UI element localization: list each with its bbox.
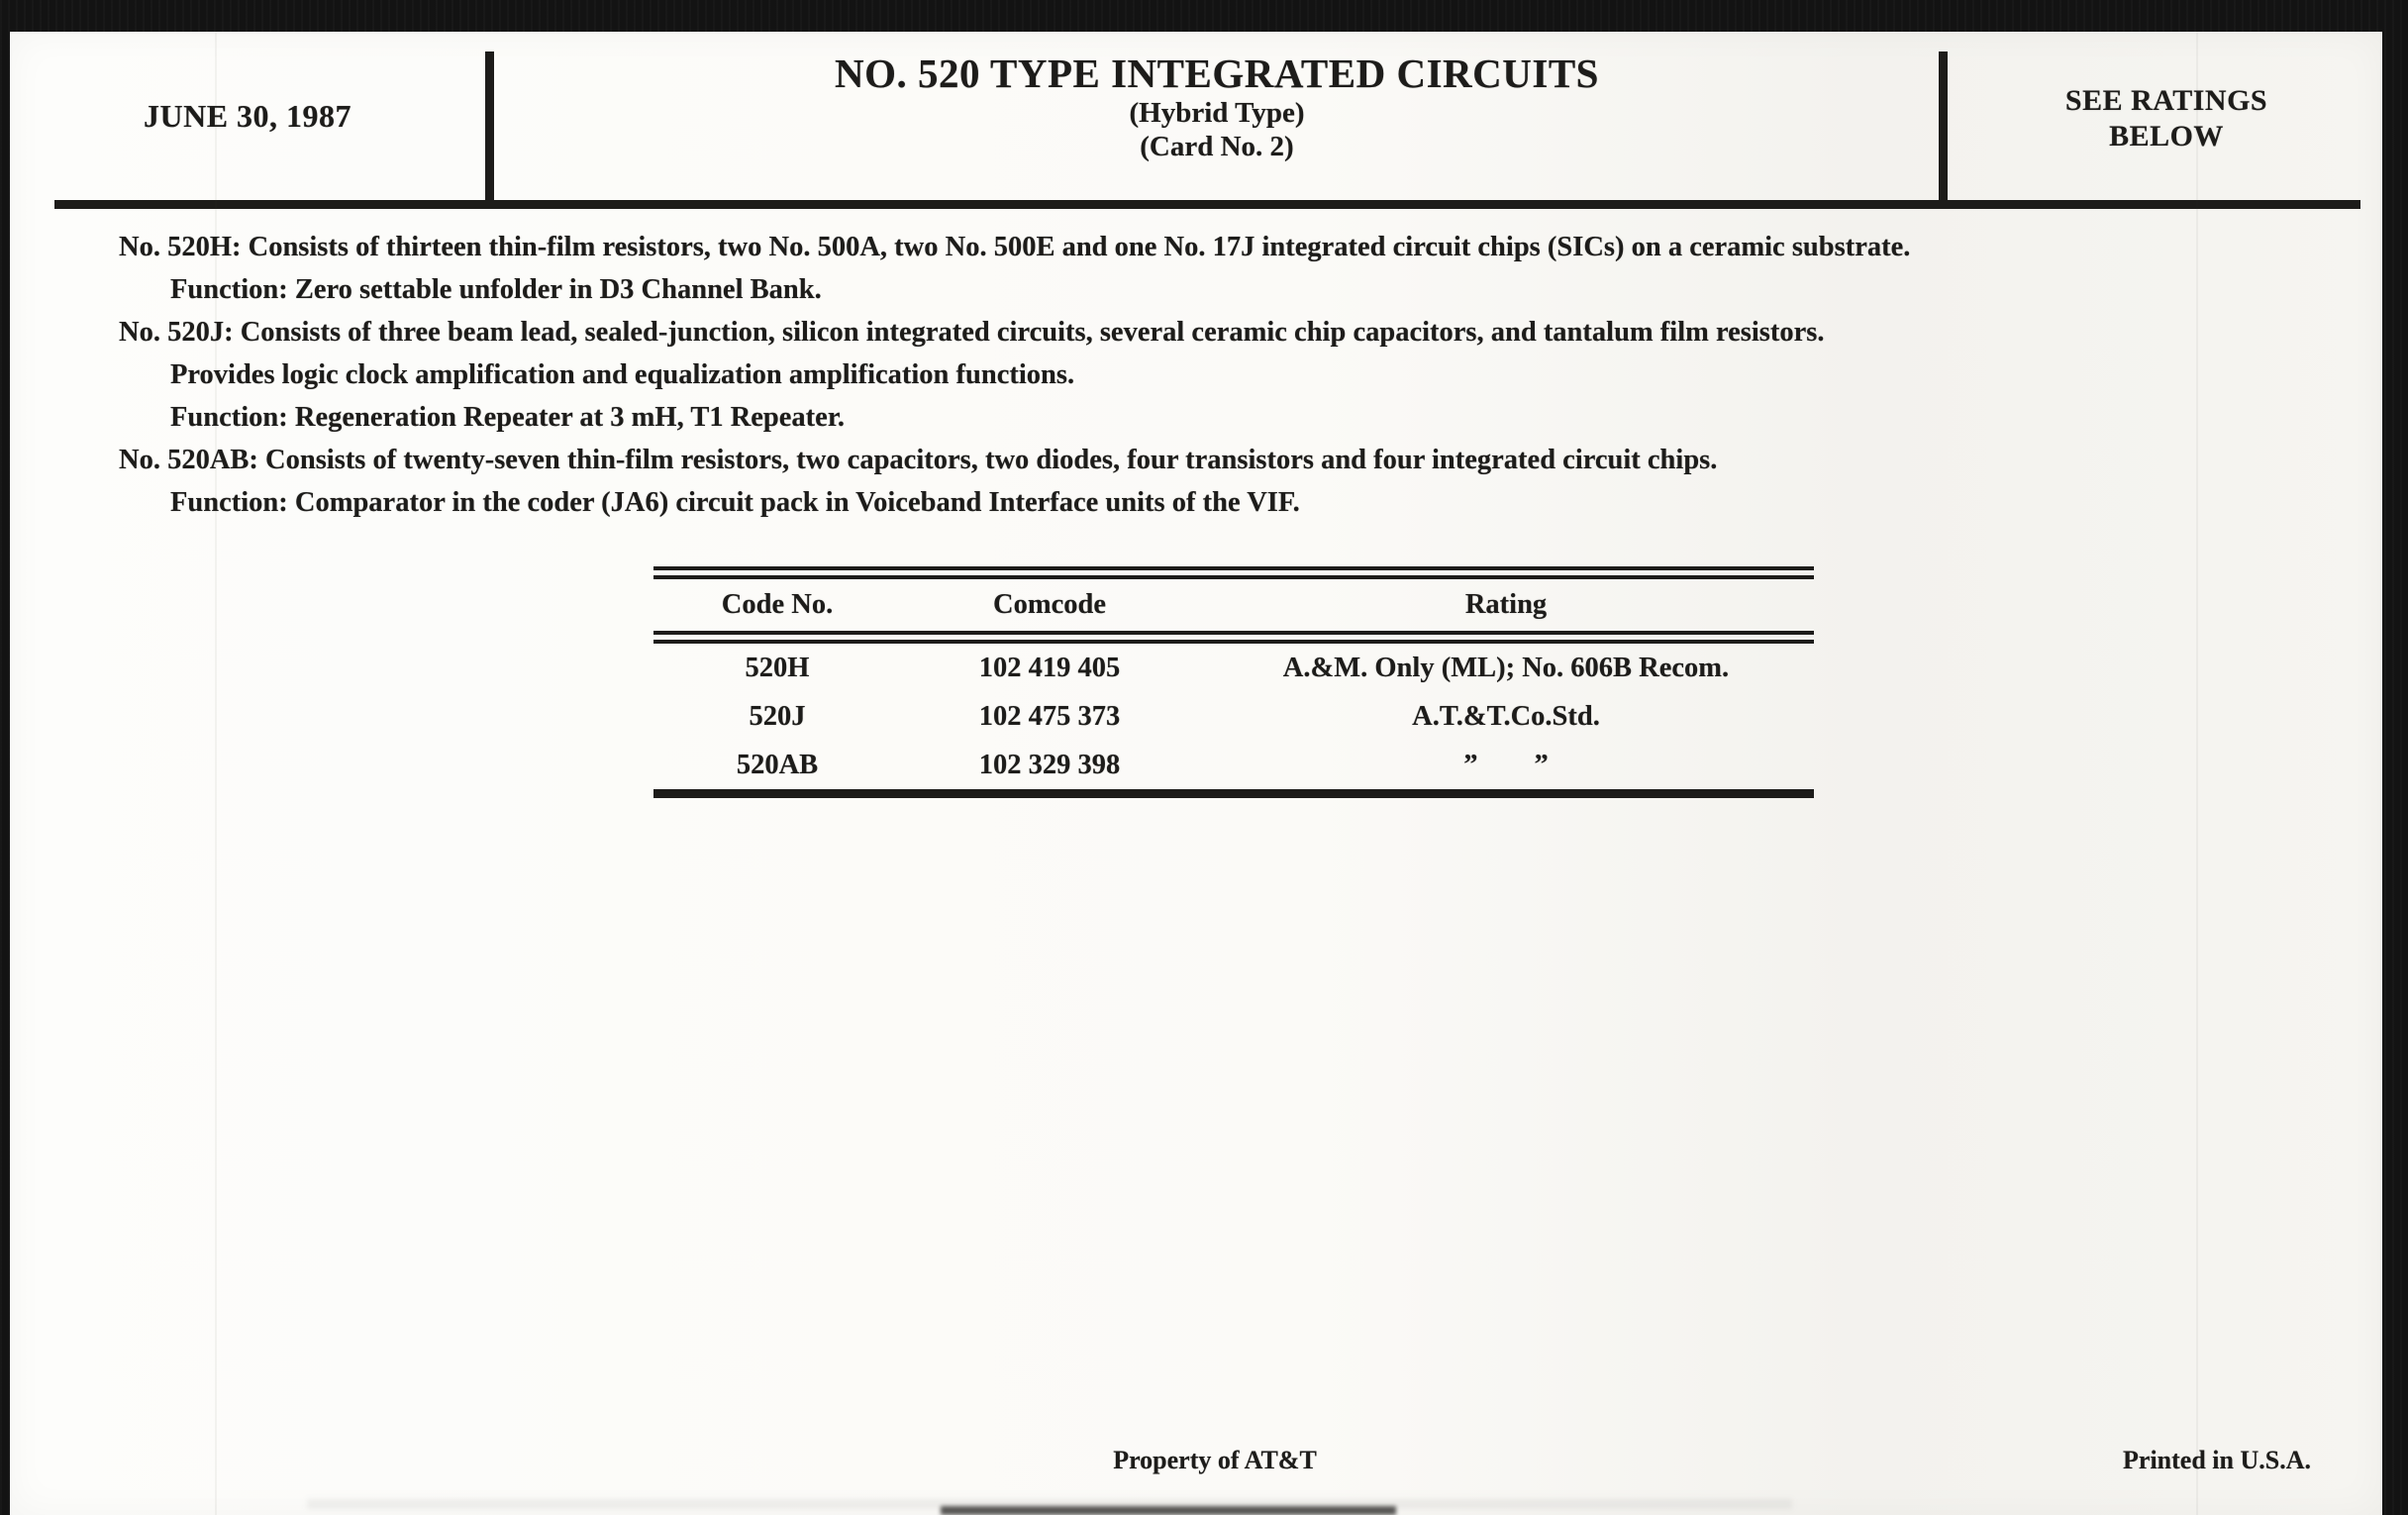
issue-date: JUNE 30, 1987 (143, 97, 352, 134)
description-line: No. 520H: Consists of thirteen thin-film resistors, two No. 500A, two No. 500E and one No. 17J integrated circuit chips (SICs) on a ceramic substrate. (119, 232, 1911, 262)
ratings-table (653, 566, 1814, 798)
card-subtitle-number: (Card No. 2) (1140, 131, 1294, 162)
table-header-row (653, 579, 1814, 631)
description-line: Function: Zero settable unfolder in D3 Channel Bank. (170, 274, 822, 305)
description-line: Provides logic clock amplification and equalization amplification functions. (170, 359, 1075, 390)
cell-rating: A.T.&T.Co.Std. (1412, 700, 1600, 732)
property-notice: Property of AT&T (1113, 1446, 1317, 1474)
scan-fold-line-right (2196, 32, 2198, 1515)
table-header-rule (653, 631, 1814, 644)
header-divider-left (485, 51, 494, 200)
description-line: No. 520J: Consists of three beam lead, sealed-junction, silicon integrated circuits, several ceramic chip capacitors, and tantalum film resistors. (119, 317, 1825, 348)
table-row (653, 692, 1814, 741)
description-line: No. 520AB: Consists of twenty-seven thin-film resistors, two capacitors, two diodes, four transistors and four integrated circuit chips. (119, 445, 1718, 475)
column-header-rating: Rating (1464, 589, 1548, 620)
cell-code: 520H (745, 652, 810, 683)
cell-comcode: 102 329 398 (978, 749, 1121, 780)
table-row (653, 644, 1814, 692)
description-line: Function: Regeneration Repeater at 3 mH, T1 Repeater. (170, 402, 845, 433)
description-line: Function: Comparator in the coder (JA6) circuit pack in Voiceband Interface units of the VIF. (170, 487, 1300, 518)
scan-edge-smudge (941, 1506, 1396, 1515)
cell-rating: A.&M. Only (ML); No. 606B Recom. (1282, 652, 1730, 683)
header-title-block (497, 50, 1937, 162)
see-ratings-note (1951, 83, 2382, 154)
cell-rating-ditto: ” ” (1463, 749, 1549, 780)
table-bottom-rule (653, 789, 1814, 798)
cell-comcode: 102 419 405 (978, 652, 1121, 683)
card-title: NO. 520 TYPE INTEGRATED CIRCUITS (835, 50, 1599, 96)
header-divider-right (1939, 51, 1948, 200)
cell-code: 520AB (736, 749, 819, 780)
column-header-code: Code No. (721, 589, 834, 620)
printed-notice: Printed in U.S.A. (2123, 1446, 2311, 1474)
see-ratings-line2: BELOW (2109, 120, 2224, 152)
table-row (653, 741, 1814, 789)
header-rule (54, 200, 2360, 209)
scan-fold-line-left (215, 32, 217, 1515)
card-subtitle-type: (Hybrid Type) (1129, 97, 1305, 129)
data-card (10, 32, 2382, 1515)
table-top-rule (653, 566, 1814, 579)
column-header-comcode: Comcode (993, 589, 1106, 620)
cell-code: 520J (749, 700, 806, 732)
cell-comcode: 102 475 373 (978, 700, 1121, 732)
see-ratings-line1: SEE RATINGS (2064, 84, 2268, 117)
description-block (119, 226, 2372, 524)
